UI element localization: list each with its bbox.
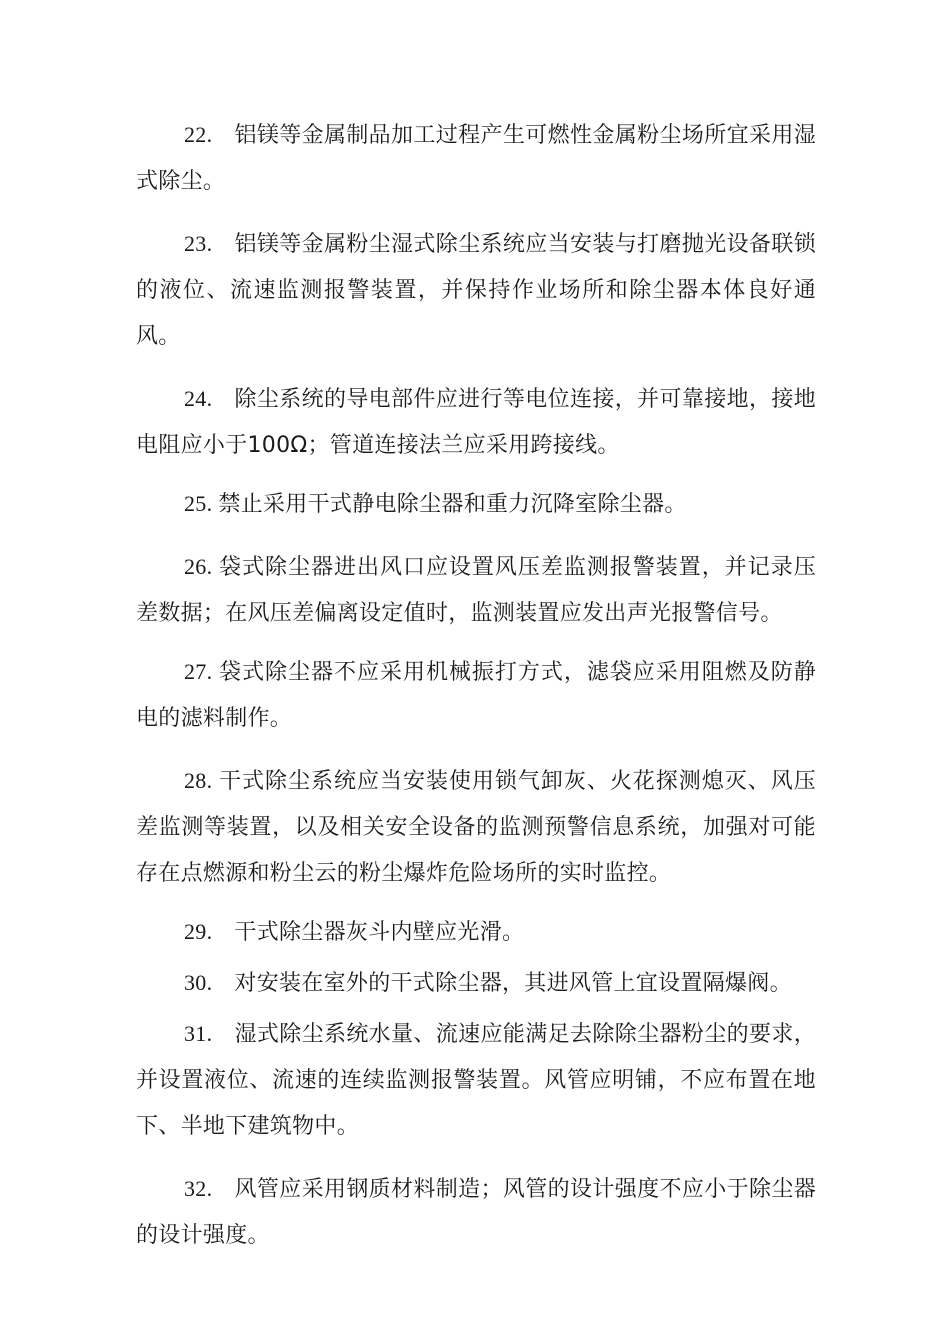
clause-number: 26. (184, 554, 213, 579)
clause-number: 27. (184, 659, 213, 684)
clause-text: 对安装在室外的干式除尘器，其进风管上宜设置隔爆阀。 (234, 971, 792, 996)
clause-text: 干式除尘系统应当安装使用锁气卸灰、火花探测熄灭、风压差监测等装置，以及相关安全设备的监测预警信息系统，加强对可能存在点燃源和粉尘云的粉尘爆炸危险场所的实时监控。 (136, 769, 816, 886)
clause-28 (136, 758, 816, 897)
clause-text: 铝镁等金属粉尘湿式除尘系统应当安装与打磨抛光设备联锁的液位、流速监测报警装置，并保持作业场所和除尘器本体良好通风。 (136, 232, 816, 349)
clause-text: 干式除尘器灰斗内壁应光滑。 (234, 920, 525, 945)
document-page (136, 112, 816, 1259)
clause-23 (136, 221, 816, 360)
clause-32 (136, 1166, 816, 1259)
clause-number: 22. (184, 122, 213, 147)
clause-22 (136, 112, 816, 205)
clause-number: 28. (184, 768, 213, 793)
clause-number: 23. (184, 231, 213, 256)
clause-26 (136, 544, 816, 637)
clause-25 (136, 481, 816, 528)
clause-text: 禁止采用干式静电除尘器和重力沉降室除尘器。 (218, 492, 687, 517)
clause-text: 除尘系统的导电部件应进行等电位连接，并可靠接地，接地电阻应小于100Ω；管道连接法兰应采用跨接线。 (136, 387, 816, 458)
clause-text: 湿式除尘系统水量、流速应能满足去除除尘器粉尘的要求，并设置液位、流速的连续监测报警装置。风管应明铺，不应布置在地下、半地下建筑物中。 (136, 1022, 816, 1139)
clause-number: 29. (184, 919, 213, 944)
clause-24 (136, 376, 816, 469)
clause-27 (136, 649, 816, 742)
clause-number: 25. (184, 491, 213, 516)
clause-text: 风管应采用钢质材料制造；风管的设计强度不应小于除尘器的设计强度。 (136, 1177, 816, 1248)
clause-30 (136, 960, 816, 1007)
clause-29 (136, 909, 816, 956)
clause-text: 铝镁等金属制品加工过程产生可燃性金属粉尘场所宜采用湿式除尘。 (136, 123, 816, 194)
clause-number: 32. (184, 1176, 213, 1201)
clause-number: 31. (184, 1021, 213, 1046)
clause-text: 袋式除尘器不应采用机械振打方式，滤袋应采用阻燃及防静电的滤料制作。 (136, 660, 816, 731)
clause-number: 30. (184, 970, 213, 995)
clause-text: 袋式除尘器进出风口应设置风压差监测报警装置，并记录压差数据；在风压差偏离设定值时，监测装置应发出声光报警信号。 (136, 555, 816, 626)
clause-number: 24. (184, 386, 213, 411)
clause-31 (136, 1011, 816, 1150)
